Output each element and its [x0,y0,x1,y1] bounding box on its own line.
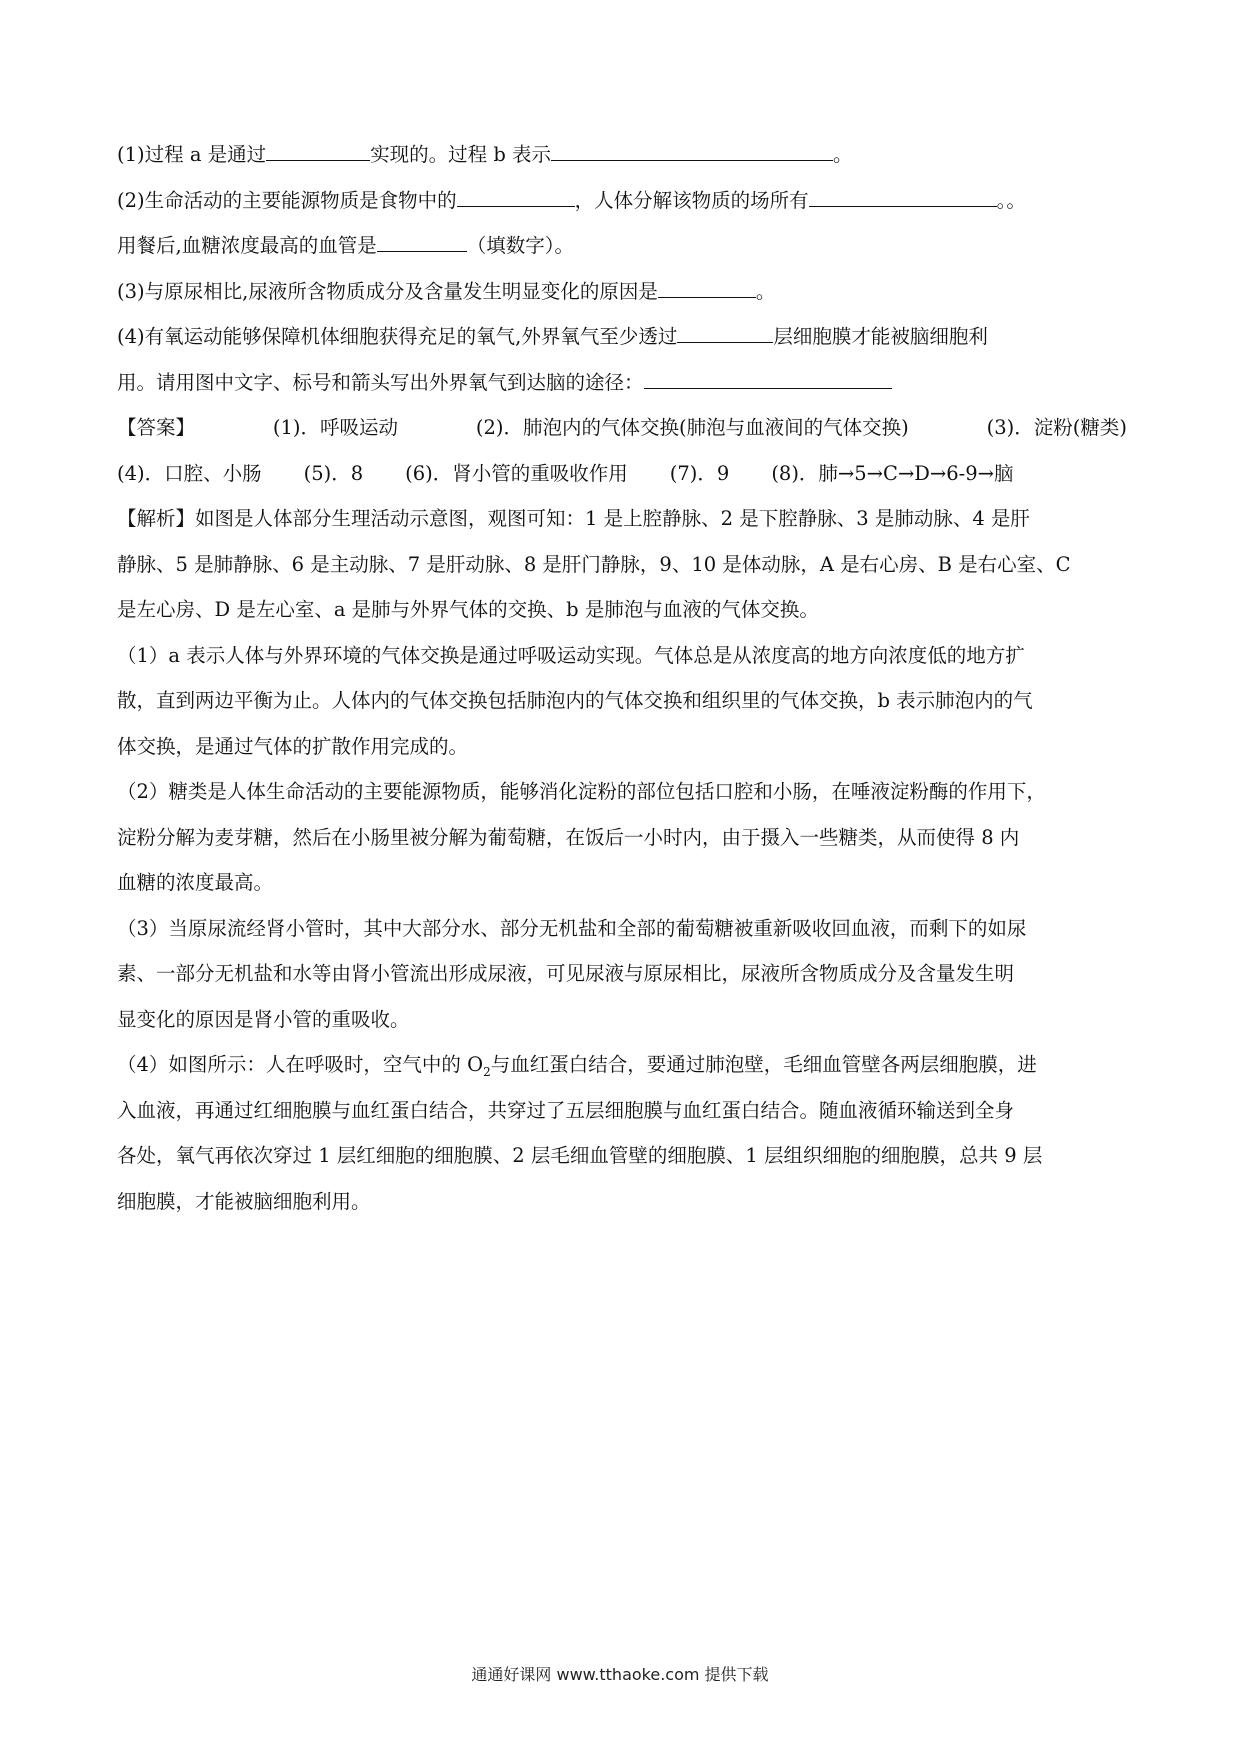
analysis-line: （3）当原尿流经肾小管时，其中大部分水、部分无机盐和全部的葡萄糖被重新吸收回血液，而剩下的如尿 [117,916,1027,940]
analysis-line: 体交换，是通过气体的扩散作用完成的。 [117,734,469,758]
answer-blank [644,368,892,389]
question-1 [117,140,1127,170]
page-footer: 通通好课网 www.tthaoke.com 提供下载 [471,1665,769,1684]
answer-label: 【答案】 [117,416,196,439]
analysis-line: 淀粉分解为麦芽糖，然后在小肠里被分解为葡萄糖，在饭后一小时内，由于摄入一些糖类，从而使得 8 内 [117,825,1020,849]
answer-blank [266,140,370,161]
analysis-line: （2）糖类是人体生命活动的主要能源物质，能够消化淀粉的部位包括口腔和小肠，在唾液淀粉酶的作用下， [117,780,1046,803]
answer-blank [377,231,467,252]
analysis-line [117,1050,1127,1080]
analysis-line: 散，直到两边平衡为止。人体内的气体交换包括肺泡内的气体交换和组织里的气体交换，b 表示肺泡内的气 [117,689,1033,712]
analysis-line: 血糖的浓度最高。 [117,871,274,894]
question-3 [117,277,1127,307]
question-text: 层细胞膜才能被脑细胞利 [773,325,988,348]
answer-blank [658,277,756,298]
analysis-line: 各处，氧气再依次穿过 1 层红细胞的细胞膜、2 层毛细血管壁的细胞膜、1 层组织细胞的细胞膜，总共 9 层 [117,1144,1043,1167]
question-text: (4)有氧运动能够保障机体细胞获得充足的氧气,外界氧气至少透过 [117,325,678,348]
analysis-line: 细胞膜，才能被脑细胞利用。 [117,1189,371,1213]
answer-item: (2)．肺泡内的气体交换(肺泡与血液间的气体交换) [475,416,909,439]
analysis-line: 入血液，再通过红细胞膜与血红蛋白结合，共穿过了五层细胞膜与血红蛋白结合。随血液循环输送到全身 [117,1098,1015,1122]
question-text: 。 [833,143,853,166]
answer-row-1 [117,413,1127,443]
analysis-section [117,504,1127,1217]
answer-item: (8)．肺→5→C→D→6-9→脑 [771,461,1014,485]
question-text: （填数字）。 [466,234,574,257]
analysis-line: （1）a 表示人体与外界环境的气体交换是通过呼吸运动实现。气体总是从浓度高的地方向浓度低的地方扩 [117,643,1025,667]
answer-item: (7)．9 [669,461,730,485]
question-text: (1)过程 a 是通过 [117,143,267,166]
answer-item: (6)．肾小管的重吸收作用 [405,461,628,485]
answer-row-2 [117,459,1127,489]
question-text: 用。请用图中文字、标号和箭头写出外界氧气到达脑的途径： [117,370,644,394]
document-page [117,140,1127,1232]
question-text: (3)与原尿相比,尿液所含物质成分及含量发生明显变化的原因是 [117,279,658,303]
question-4-continued [117,368,1127,398]
answer-blank [551,140,833,161]
question-2 [117,186,1127,216]
question-4 [117,322,1127,352]
analysis-line: 显变化的原因是肾小管的重吸收。 [117,1007,410,1031]
answer-item: (1)．呼吸运动 [272,416,399,439]
subscript: 2 [483,1064,491,1079]
analysis-line: 静脉、5 是肺静脉、6 是主动脉、7 是肝动脉、8 是肝门静脉，9、10 是体动脉，A 是右心房、B 是右心室、C [117,552,1071,576]
question-text: (2)生命活动的主要能源物质是食物中的 [117,188,457,212]
answer-item: (3)．淀粉(糖类) [986,416,1127,439]
answer-blank [809,186,997,207]
question-text: 。 [755,279,776,303]
analysis-text: （4）如图所示：人在呼吸时，空气中的 O [117,1053,484,1076]
analysis-line: 【解析】如图是人体部分生理活动示意图，观图可知：1 是上腔静脉、2 是下腔静脉、3 是肺动脉、4 是肝 [117,507,1030,530]
question-text: 用餐后,血糖浓度最高的血管是 [117,234,377,257]
analysis-text: 与血红蛋白结合，要通过肺泡壁，毛细血管壁各两层细胞膜，进 [490,1053,1037,1076]
analysis-line: 是左心房、D 是左心室、a 是肺与外界气体的交换、b 是肺泡与血液的气体交换。 [117,598,819,621]
question-2-continued [117,231,1127,261]
analysis-line: 素、一部分无机盐和水等由肾小管流出形成尿液，可见尿液与原尿相比，尿液所含物质成分及含量发生明 [117,962,1015,985]
question-text: 实现的。过程 b 表示 [370,143,552,166]
answer-blank [457,186,575,207]
answer-item: (5)．8 [303,461,364,485]
answer-item: (4)．口腔、小肠 [117,461,262,485]
question-text: 。。 [996,188,1026,212]
question-text: ，人体分解该物质的场所有 [574,188,809,212]
answer-blank [677,322,773,343]
